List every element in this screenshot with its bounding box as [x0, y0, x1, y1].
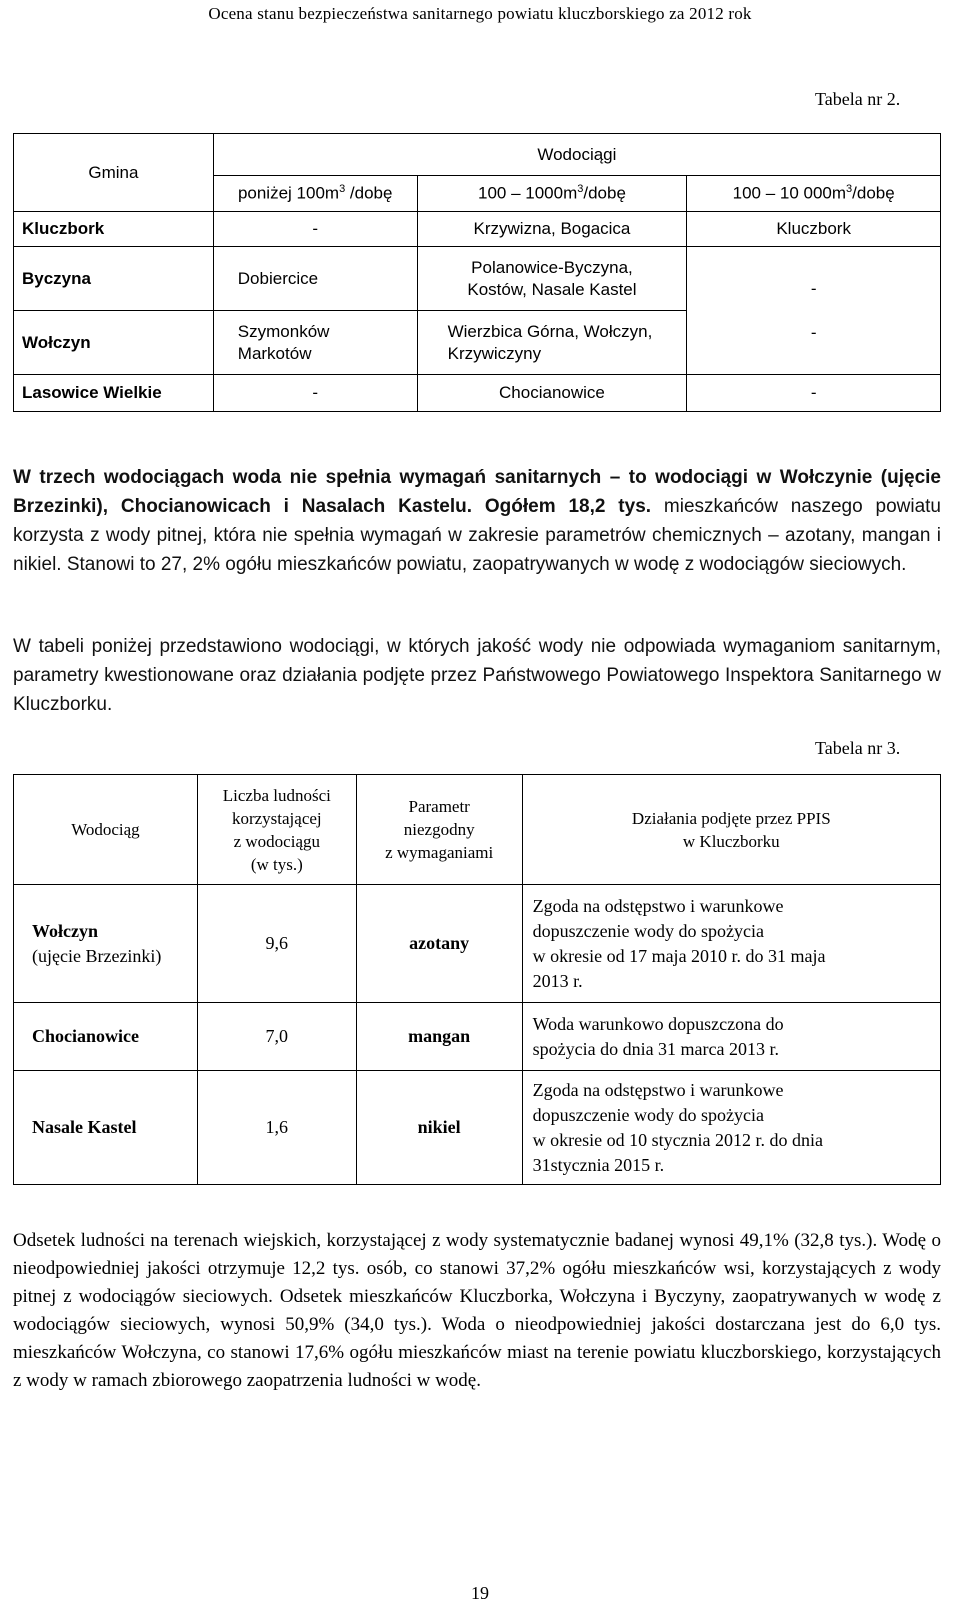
table3-parametr: mangan	[356, 1003, 522, 1071]
table3-wodociag: Chocianowice	[14, 1003, 198, 1071]
table2-cell: Dobiercice	[213, 247, 417, 311]
table2-cell: -	[687, 375, 941, 412]
paragraph-water-quality	[13, 463, 941, 579]
table2-gmina: Byczyna	[14, 247, 214, 311]
table-row	[14, 212, 941, 247]
table2-cell: -	[213, 375, 417, 412]
table3-wodociag: Nasale Kastel	[14, 1071, 198, 1185]
paragraph-statistics: Odsetek ludności na terenach wiejskich, korzystającej z wody systematycznie badanej wynosi 49,1% (32,8 tys.). Wodę o nieodpowiedniej jakości otrzymuje 12,2 tys. osób, co stanowi 37,2% ogółu mieszkańców wsi, korzystających z wody pitnej z wodociągów sieciowych. Odsetek mieszkańców Kluczborka, Wołczyna i Byczyny, zaopatrywanych w wodę z wodociągów sieciowych, wynosi 50,9% (34,0 tys.). Woda o nieodpowiedniej jakości dostarczana jest do 6,0 tys. mieszkańców Wołczyna, co stanowi 17,6% ogółu mieszkańców miast na terenie powiatu kluczborskiego, korzystających z wody w ramach zbiorowego zaopatrzenia ludności w wodę.	[13, 1230, 941, 1391]
table2-label: Tabela nr 2.	[815, 89, 901, 109]
table3-label: Tabela nr 3.	[815, 738, 901, 758]
table2-header-gmina: Gmina	[14, 134, 214, 212]
table3-parametr: azotany	[356, 885, 522, 1003]
table2	[13, 133, 941, 412]
table3-header-dzialania: Działania podjęte przez PPIS w Kluczborku	[522, 775, 940, 885]
table2-cell: Polanowice-Byczyna, Kostów, Nasale Kastel	[417, 247, 687, 311]
table3-header-wodociag: Wodociąg	[14, 775, 198, 885]
table2-gmina: Kluczbork	[14, 212, 214, 247]
table3-liczba: 1,6	[197, 1071, 356, 1185]
table2-cell: Wierzbica Górna, Wołczyn, Krzywiczyny	[417, 311, 687, 375]
table2-header-col3: 100 – 10 $000m^3$/dobę	[687, 176, 941, 212]
table3-parametr: nikiel	[356, 1071, 522, 1185]
table2-cell: - -	[687, 247, 941, 375]
paragraph-table-intro: W tabeli poniżej przedstawiono wodociągi, w których jakość wody nie odpowiada wymaganiom sanitarnym, parametry kwestionowane oraz działania podjęte przez Państwowego Powiatowego Inspektora Sanitarnego w Kluczborku.	[13, 636, 941, 715]
table2-cell: Kluczbork	[687, 212, 941, 247]
table2-cell: -	[213, 212, 417, 247]
table3-liczba: 9,6	[197, 885, 356, 1003]
table-row	[14, 247, 941, 311]
running-header: Ocena stanu bezpieczeństwa sanitarnego powiatu kluczborskiego za 2012 rok	[208, 4, 752, 23]
table2-header-col1: poniżej $100m^3$ /dobę	[213, 176, 417, 212]
table2-cell: Szymonków Markotów	[213, 311, 417, 375]
table3-dzialania: Zgoda na odstępstwo i warunkowe dopuszczenie wody do spożycia w okresie od 17 maja 2010 r. do 31 maja 2013 r.	[522, 885, 940, 1003]
table3-dzialania: Woda warunkowo dopuszczona do spożycia do dnia 31 marca 2013 r.	[522, 1003, 940, 1071]
table-row	[14, 1071, 941, 1185]
table2-header-col2: $100 - 1000m^3$/dobę	[417, 176, 687, 212]
table2-cell: Chocianowice	[417, 375, 687, 412]
table-row	[14, 885, 941, 1003]
table3-dzialania: Zgoda na odstępstwo i warunkowe dopuszczenie wody do spożycia w okresie od 10 stycznia 2012 r. do dnia 31stycznia 2015 r.	[522, 1071, 940, 1185]
table2-gmina: Lasowice Wielkie	[14, 375, 214, 412]
table3-header-parametr: Parametr niezgodny z wymaganiami	[356, 775, 522, 885]
table2-header-group: Wodociągi	[213, 134, 940, 176]
paragraph-bold-part: W trzech wodociągach woda nie spełnia wymagań sanitarnych – to wodociągi w Wołczynie (ujęcie Brzezinki), Chocianowicach i Nasalach Kastelu. Ogółem 18,2 tys.	[13, 467, 941, 517]
table3	[13, 774, 941, 1185]
table2-cell: Krzywizna, Bogacica	[417, 212, 687, 247]
table3-wodociag: Wołczyn (ujęcie Brzezinki)	[14, 885, 198, 1003]
table-row	[14, 1003, 941, 1071]
page-number: 19	[471, 1583, 489, 1603]
table2-gmina: Wołczyn	[14, 311, 214, 375]
table3-header-liczba: Liczba ludności korzystającej z wodociągu (w tys.)	[197, 775, 356, 885]
table3-liczba: 7,0	[197, 1003, 356, 1071]
paragraph-normal-part: mieszkańców naszego powiatu korzysta z wody pitnej, która nie spełnia wymagań w zakresie parametrów chemicznych – azotany, mangan i nikiel. Stanowi to 27, 2% ogółu mieszkańców powiatu, zaopatrywanych w wodę z wodociągów sieciowych.	[13, 496, 941, 575]
table-row	[14, 375, 941, 412]
